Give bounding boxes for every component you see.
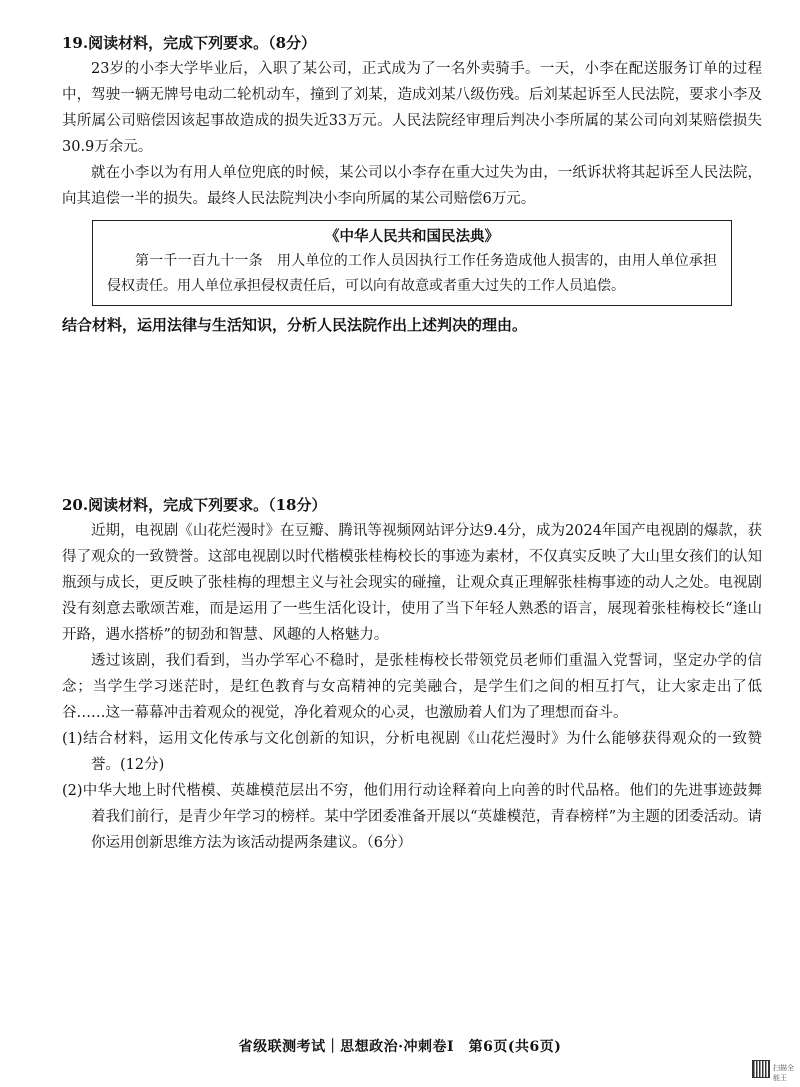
question-19-task: 结合材料，运用法律与生活知识，分析人民法院作出上述判决的理由。 <box>62 316 528 334</box>
question-20-subquestion-2: (2)中华大地上时代楷模、英雄模范层出不穷，他们用行动诠释着向上向善的时代品格。他们的先进事迹鼓舞着我们前行，是青少年学习的榜样。某中学团委准备开展以“英雄模范，青春榜样”为主题的团委活动。请你运用创新思维方法为该活动提两条建议。（6分） <box>62 783 762 851</box>
question-20-material-paragraph-2: 透过该剧，我们看到，当办学军心不稳时，是张桂梅校长带领党员老师们重温入党誓词，坚定办学的信念；当学生学习迷茫时，是红色教育与女高精神的完美融合，是学生们之间的相互打气，让大家走出了低谷……这一幕幕冲击着观众的视觉，净化着观众的心灵，也激励着人们为了理想而奋斗。 <box>62 653 762 721</box>
qr-code-icon <box>752 1060 770 1078</box>
question-20-material-paragraph-1: 近期，电视剧《山花烂漫时》在豆瓣、腾讯等视频网站评分达9.4分，成为2024年国产电视剧的爆款，获得了观众的一致赞誉。这部电视剧以时代楷模张桂梅校长的事迹为素材，不仅真实反映了大山里女孩们的认知瓶颈与成长，更反映了张桂梅的理想主义与社会现实的碰撞，让观众真正理解张桂梅事迹的动人之处。电视剧没有刻意去歌颂苦难，而是运用了一些生活化设计，使用了当下年轻人熟悉的语言，展现着张桂梅校长“逢山开路，遇水搭桥”的韧劲和智慧、风趣的人格魅力。 <box>62 523 762 643</box>
question-19-material-paragraph-1: 23岁的小李大学毕业后，入职了某公司，正式成为了一名外卖骑手。一天，小李在配送服务订单的过程中，驾驶一辆无牌号电动二轮机动车，撞到了刘某，造成刘某八级伤残。后刘某起诉至人民法院，要求小李及其所属公司赔偿因该起事故造成的损失近33万元。人民法院经审理后判决小李所属的某公司向刘某赔偿损失30.9万余元。 <box>62 61 762 155</box>
question-19-material-paragraph-2: 就在小李以为有用人单位兜底的时候，某公司以小李存在重大过失为由，一纸诉状将其起诉至人民法院，向其追偿一半的损失。最终人民法院判决小李向所属的某公司赔偿6万元。 <box>62 165 762 207</box>
question-19 <box>62 30 762 338</box>
question-20-subquestion-1: (1)结合材料，运用文化传承与文化创新的知识，分析电视剧《山花烂漫时》为什么能够获得观众的一致赞誉。(12分) <box>62 731 762 773</box>
civil-code-title: 《中华人民共和国民法典》 <box>325 228 499 245</box>
civil-code-excerpt-box <box>92 220 732 306</box>
question-20-heading: 20.阅读材料，完成下列要求。（18分） <box>62 496 327 514</box>
question-20 <box>62 492 762 856</box>
scanner-watermark: 扫描全能王 <box>773 1064 794 1082</box>
page-footer: 省级联测考试｜思想政治·冲刺卷Ⅰ 第6页(共6页) <box>238 1039 562 1055</box>
question-19-heading: 19.阅读材料，完成下列要求。（8分） <box>62 34 317 52</box>
civil-code-article: 第一千一百九十一条 用人单位的工作人员因执行工作任务造成他人损害的，由用人单位承担侵权责任。用人单位承担侵权责任后，可以向有故意或者重大过失的工作人员追偿。 <box>107 253 717 294</box>
